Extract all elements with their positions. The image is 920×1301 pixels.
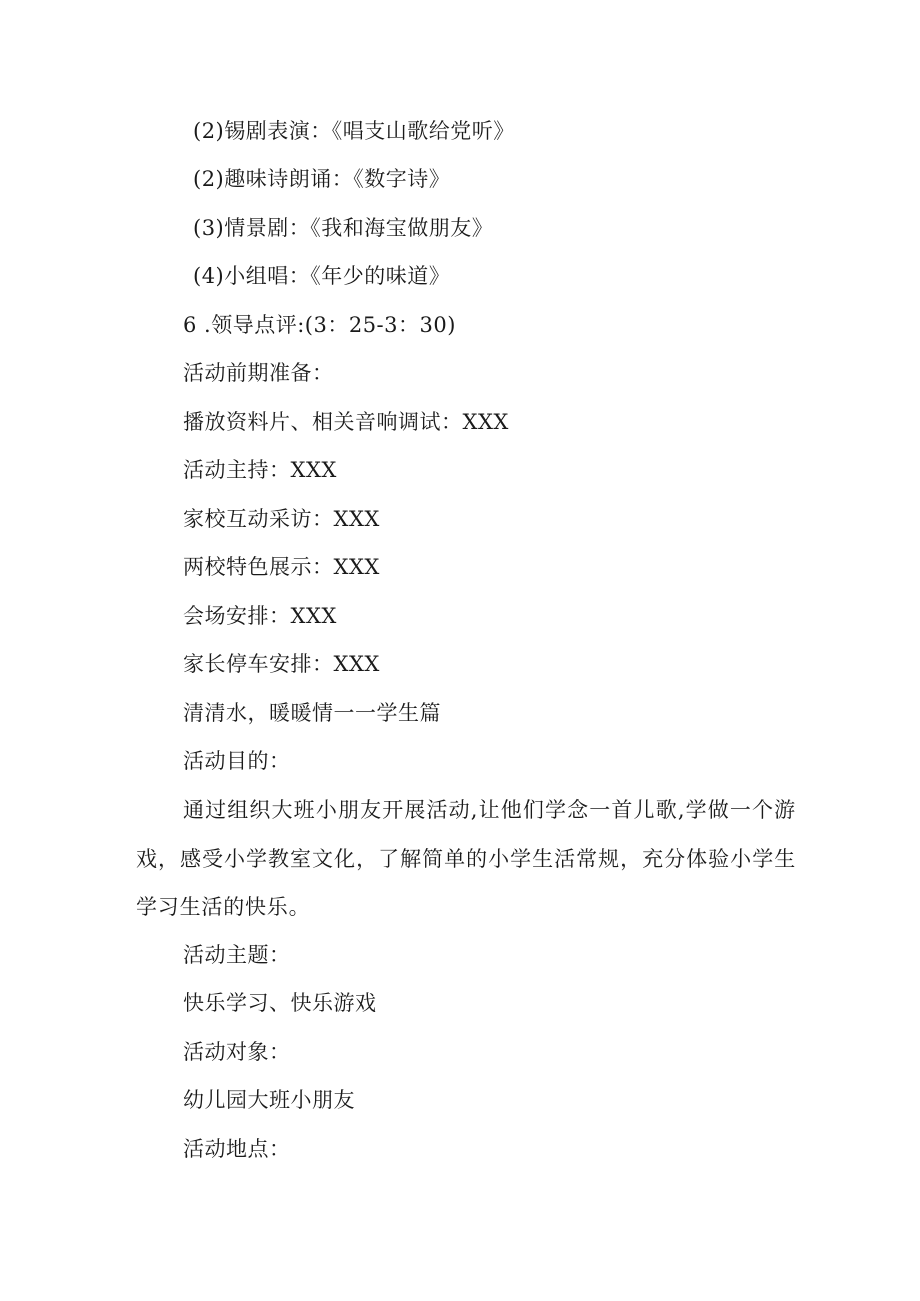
body-line: 快乐学习、快乐游戏 [183, 991, 377, 1015]
purpose-paragraph: 通过组织大班小朋友开展活动,让他们学念一首儿歌,学做一个游戏，感受小学教室文化，了解简单的小学生活常规，充分体验小学生学习生活的快乐。 [136, 798, 796, 919]
section-heading: 活动目的： [183, 749, 291, 773]
program-item: (2)趣味诗朗诵：《数字诗》 [193, 167, 451, 191]
section-title: 清清水，暖暖情一一学生篇 [183, 701, 441, 725]
section-heading: 活动前期准备： [183, 361, 334, 385]
assignment-line: 家长停车安排：XXX [183, 652, 380, 676]
program-item: (2)锡剧表演：《唱支山歌给党听》 [193, 119, 515, 143]
program-item: (4)小组唱：《年少的味道》 [193, 264, 451, 288]
body-line: 幼儿园大班小朋友 [183, 1088, 355, 1112]
assignment-line: 家校互动采访：XXX [183, 507, 380, 531]
program-item: (3)情景剧：《我和海宝做朋友》 [193, 216, 494, 240]
section-heading: 活动对象： [183, 1040, 291, 1064]
assignment-line: 活动主持：XXX [183, 458, 337, 482]
assignment-line: 两校特色展示：XXX [183, 555, 380, 579]
assignment-line: 会场安排：XXX [183, 604, 337, 628]
assignment-line: 播放资料片、相关音响调试：XXX [183, 410, 509, 434]
leader-comment-line: 6 .领导点评:(3：25-3：30) [183, 313, 456, 337]
section-heading: 活动主题： [183, 943, 291, 967]
section-heading: 活动地点： [183, 1137, 291, 1161]
